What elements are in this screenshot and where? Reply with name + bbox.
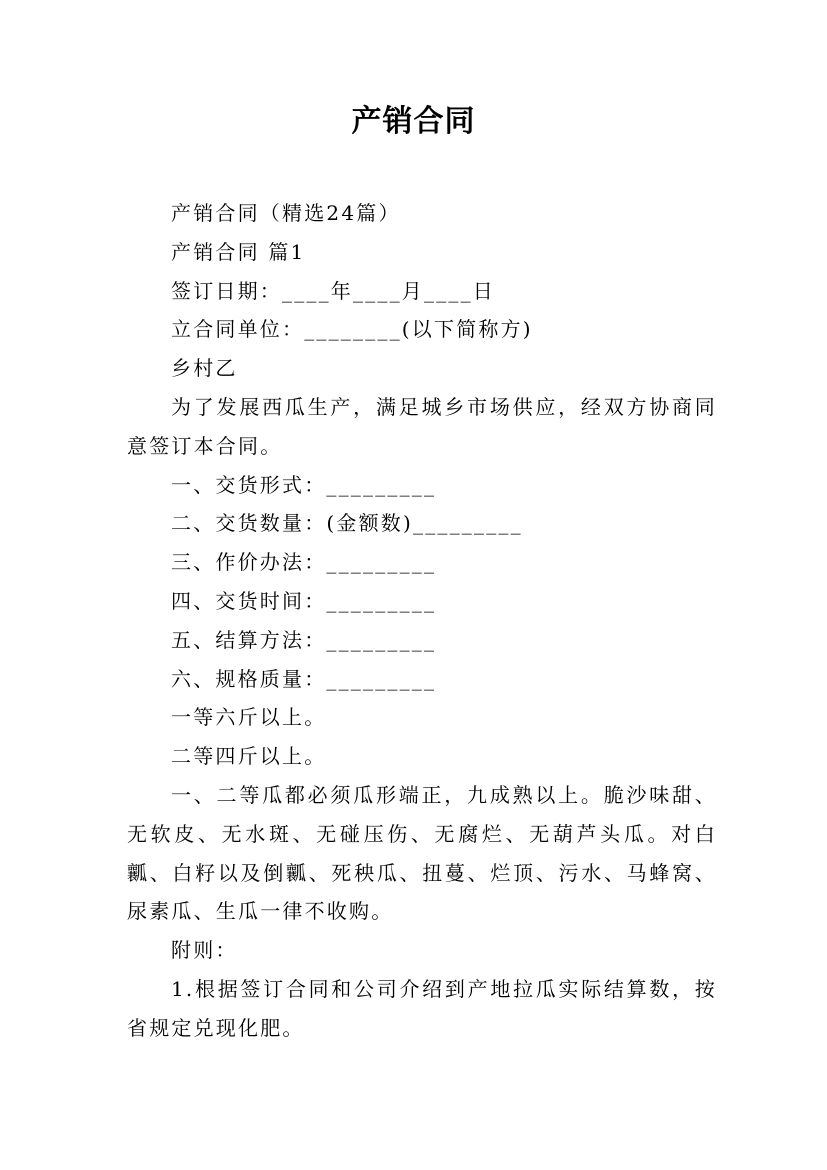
paragraph-subtitle: 产销合同（精选24篇）: [171, 201, 401, 225]
paragraph-quality-requirements: 一、二等瓜都必须瓜形端正，九成熟以上。脆沙味甜、无软皮、无水斑、无碰压伤、无腐烂、无葫芦头瓜。对白瓤、白籽以及倒瓤、死秧瓜、扭蔓、烂顶、污水、马蜂窝、尿素瓜、生瓜一律不收购。: [127, 782, 717, 924]
paragraph-settlement-method: 五、结算方法：_________: [171, 627, 437, 652]
paragraph-delivery-quantity: 二、交货数量：(金额数)_________: [171, 511, 523, 536]
document-body: [127, 194, 717, 1048]
paragraph-appendix-item-1: 1.根据签订合同和公司介绍到产地拉瓜实际结算数，按省规定兑现化肥。: [127, 976, 717, 1040]
paragraph-contract-party: 立合同单位：________(以下简称方): [171, 317, 533, 342]
paragraph-section-heading: 产销合同 篇1: [171, 239, 306, 264]
paragraph-appendix-heading: 附则：: [171, 938, 238, 963]
paragraph-delivery-form: 一、交货形式：_________: [171, 472, 437, 497]
document-title: 产销合同: [351, 104, 476, 139]
paragraph-grade-one: 一等六斤以上。: [171, 705, 327, 730]
paragraph-purpose: 为了发展西瓜生产，满足城乡市场供应，经双方协商同意签订本合同。: [127, 394, 717, 458]
paragraph-grade-two: 二等四斤以上。: [171, 744, 327, 769]
paragraph-party-b: 乡村乙: [171, 356, 238, 381]
paragraph-pricing-method: 三、作价办法：_________: [171, 550, 437, 575]
paragraph-delivery-time: 四、交货时间：_________: [171, 588, 437, 613]
paragraph-specification-quality: 六、规格质量：_________: [171, 666, 437, 691]
paragraph-sign-date: 签订日期：____年____月____日: [171, 278, 495, 303]
